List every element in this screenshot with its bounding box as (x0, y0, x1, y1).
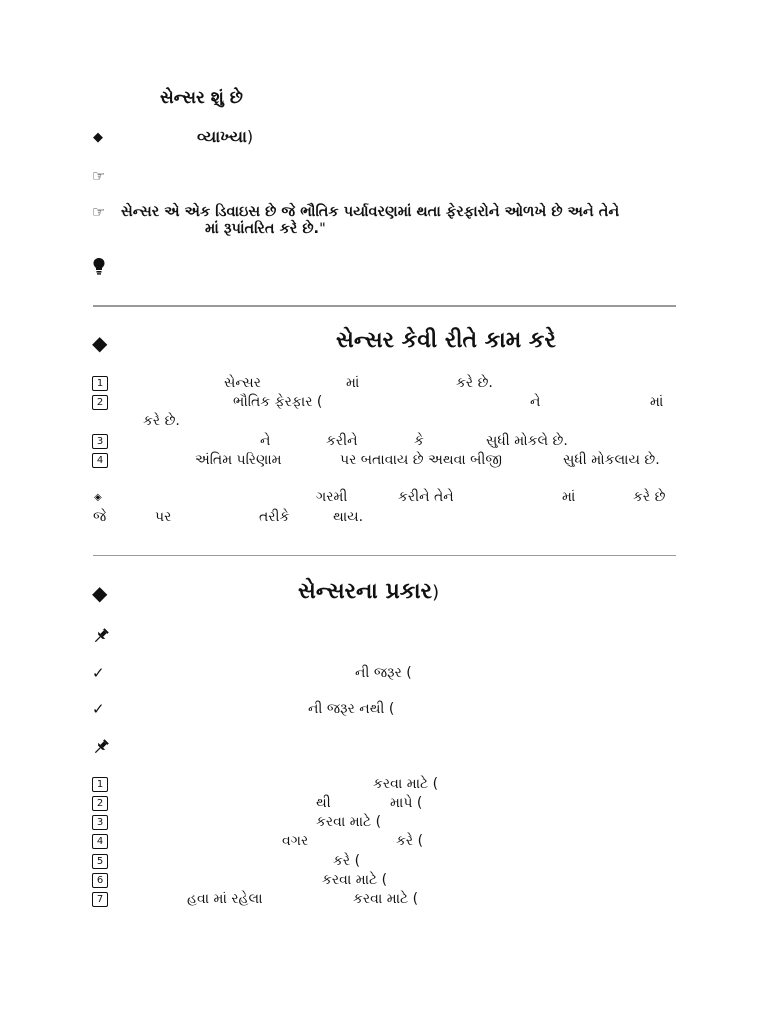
step-2-text-c: માં (650, 394, 664, 410)
numbered-box-icon: 7 (92, 892, 108, 907)
section-2-title: સેન્સર કેવી રીતે કામ કરે (336, 328, 556, 353)
numbered-box-icon: 4 (92, 834, 108, 849)
pushpin-icon (92, 738, 110, 760)
step-3-text-b: કરીને (326, 433, 358, 449)
step-2-text-a: ભૌતિક ફેરફાર ( (233, 394, 323, 410)
example-text-g: તરીકે (259, 509, 290, 525)
definition-quote-line-1: સેન્સર એ એક ડિવાઇસ છે જે ભૌતિક પર્યાવરણમાં થતા ફેરફારોને ઓળખે છે અને તેને (121, 204, 620, 220)
step-3-text-c: કે (414, 433, 424, 449)
numbered-box-icon: 2 (92, 796, 108, 811)
numbered-box-icon: 6 (92, 873, 108, 888)
numbered-box-icon: 3 (92, 815, 108, 830)
step-4-text-b: પર બતાવાય છે અથવા બીજી (340, 452, 503, 468)
numbered-box-icon: 5 (92, 854, 108, 869)
type-item-2-text-a: થી (316, 795, 331, 811)
type-item-4-text-b: કરે ( (396, 833, 424, 849)
pointing-hand-icon: ☞ (92, 203, 106, 221)
section-divider (93, 305, 676, 307)
type-item-7-text-b: કરવા માટે ( (353, 891, 419, 907)
pushpin-icon (92, 627, 110, 649)
step-2-text-b: ને (530, 394, 541, 410)
diamond-icon: ◆ (92, 331, 108, 355)
check-2-text: ની જરૂર નથી ( (308, 701, 395, 717)
type-item-5-text: કરે ( (333, 853, 361, 869)
section-1-title: સેન્સર શું છે (160, 88, 243, 108)
example-text-h: થાય. (333, 509, 364, 525)
example-text-d: કરે છે (633, 489, 666, 505)
numbered-box-icon: 4 (92, 453, 108, 468)
type-item-3-text: કરવા માટે ( (316, 814, 382, 830)
type-item-4-text-a: વગર (282, 833, 309, 849)
check-mark-icon: ✓ (92, 664, 105, 682)
step-2-continuation: કરે છે. (143, 413, 180, 429)
example-text-a: ગરમી (316, 489, 348, 505)
example-text-b: કરીને તેને (398, 489, 454, 505)
type-item-1-text: કરવા માટે ( (373, 776, 439, 792)
check-1-text: ની જરૂર ( (355, 665, 412, 681)
definition-label: વ્યાખ્યા) (197, 127, 254, 146)
section-3-title: સેન્સરના પ્રકાર) (298, 579, 440, 604)
pointing-hand-icon: ☞ (92, 167, 106, 185)
check-mark-icon: ✓ (92, 700, 105, 718)
step-3-text-a: ને (260, 433, 271, 449)
type-item-7-text-a: હવા માં રહેલા (187, 891, 263, 907)
numbered-box-icon: 1 (92, 376, 108, 391)
type-item-2-text-b: માપે ( (390, 795, 423, 811)
diamond-icon: ◆ (92, 581, 108, 605)
example-text-c: માં (562, 489, 576, 505)
numbered-box-icon: 3 (92, 434, 108, 449)
step-1-text-a: સેન્સર (224, 375, 261, 391)
section-divider (93, 555, 676, 556)
definition-quote-line-2: માં રૂપાંતરિત કરે છે." (205, 221, 326, 237)
step-1-text-c: કરે છે. (456, 375, 493, 391)
small-diamond-icon: ◈ (94, 492, 102, 503)
diamond-icon: ◆ (93, 130, 103, 145)
step-3-text-d: સુધી મોકલે છે. (486, 433, 568, 449)
step-4-text-c: સુધી મોકલાય છે. (563, 452, 660, 468)
step-4-text-a: અંતિમ પરિણામ (195, 452, 282, 468)
example-text-e: જે (93, 509, 107, 525)
numbered-box-icon: 1 (92, 777, 108, 792)
example-text-f: પર (155, 509, 172, 525)
type-item-6-text: કરવા માટે ( (322, 872, 388, 888)
numbered-box-icon: 2 (92, 395, 108, 410)
light-bulb-icon (92, 257, 106, 279)
step-1-text-b: માં (346, 375, 360, 391)
